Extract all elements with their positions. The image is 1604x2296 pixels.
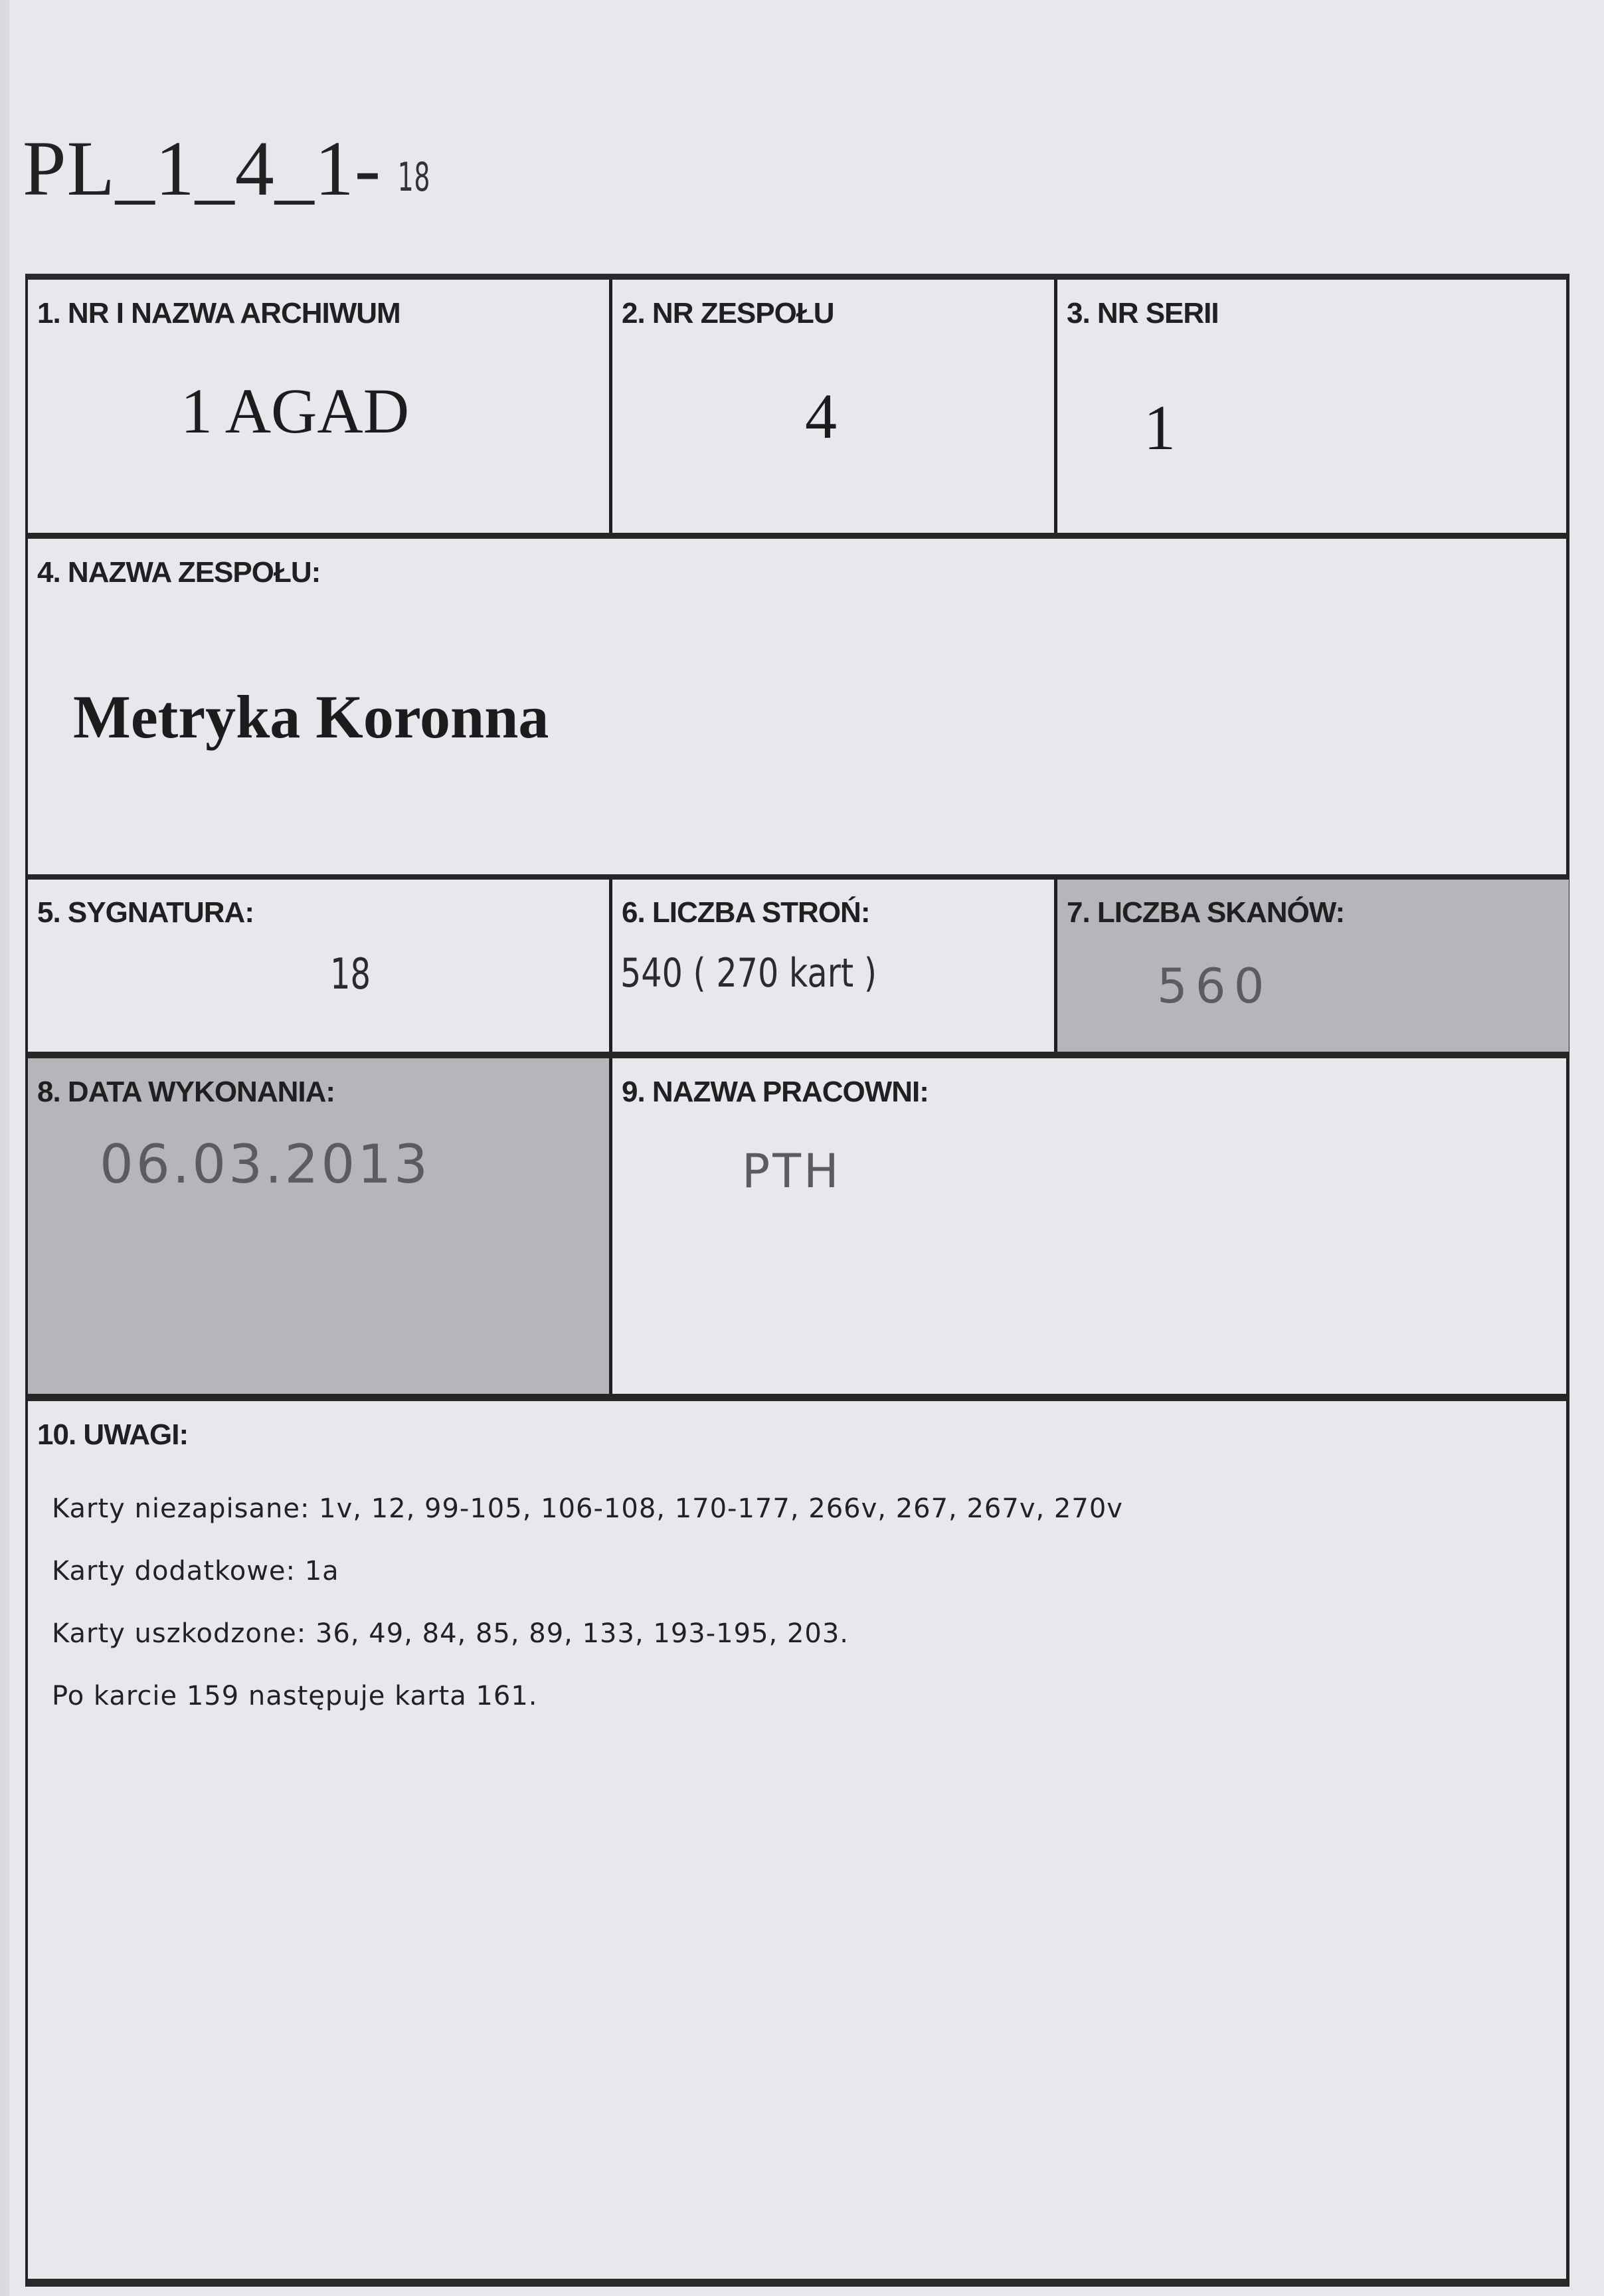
remarks-notes [52,1478,1542,1727]
column-divider [1054,879,1057,1052]
reference-code-printed: PL_1_4_1- [23,125,381,212]
field-value: 1 AGAD [181,375,410,446]
field-label: 8. DATA WYKONANIA: [37,1076,335,1108]
field-label: 3. NR SERII [1067,297,1219,330]
field-fonds-name [28,539,1569,874]
field-label: 1. NR I NAZWA ARCHIWUM [37,297,401,330]
field-series-number [1057,280,1569,533]
field-label: 10. UWAGI: [37,1418,189,1451]
column-divider [609,1058,612,1394]
field-label: 5. SYGNATURA: [37,896,254,929]
reference-code-handwritten: 18 [397,154,431,201]
field-value: 1 [1144,392,1176,463]
field-label: 6. LICZBA STROŃ: [622,896,870,929]
remarks-line: Karty uszkodzone: 36, 49, 84, 85, 89, 133, 193-195, 203. [52,1618,849,1649]
row-divider [28,1052,1569,1058]
field-label: 4. NAZWA ZESPOŁU: [37,556,321,589]
field-value: 540 ( 270 kart ) [620,950,877,997]
column-divider [609,280,612,533]
field-scan-count [1057,879,1569,1052]
field-fonds-number [612,280,1054,533]
scan-metadata-form [25,274,1569,2287]
field-value: 4 [805,381,837,452]
field-remarks [28,1401,1569,2285]
field-value: PTH [742,1144,842,1198]
field-page-count [612,879,1054,1052]
reference-code-heading [23,125,438,212]
remarks-line: Po karcie 159 następuje karta 161. [52,1681,538,1711]
field-date-done [28,1058,609,1394]
field-archive [28,280,609,533]
column-divider [609,879,612,1052]
field-value: 18 [330,950,371,999]
field-label: 9. NAZWA PRACOWNI: [622,1076,929,1108]
field-label: 2. NR ZESPOŁU [622,297,834,330]
column-divider [1054,280,1057,533]
row-divider [28,533,1569,539]
field-signature [28,879,609,1052]
row-divider [28,874,1569,880]
field-value: 06.03.2013 [100,1133,431,1195]
field-workshop-name [612,1058,1569,1394]
scan-edge [0,0,9,2296]
field-label: 7. LICZBA SKANÓW: [1067,896,1345,929]
field-value: 560 [1157,958,1273,1014]
field-value: Metryka Koronna [73,683,549,751]
remarks-line: Karty dodatkowe: 1a [52,1556,339,1586]
row-divider [28,1394,1569,1401]
remarks-line: Karty niezapisane: 1v, 12, 99-105, 106-108, 170-177, 266v, 267, 267v, 270v [52,1493,1123,1524]
